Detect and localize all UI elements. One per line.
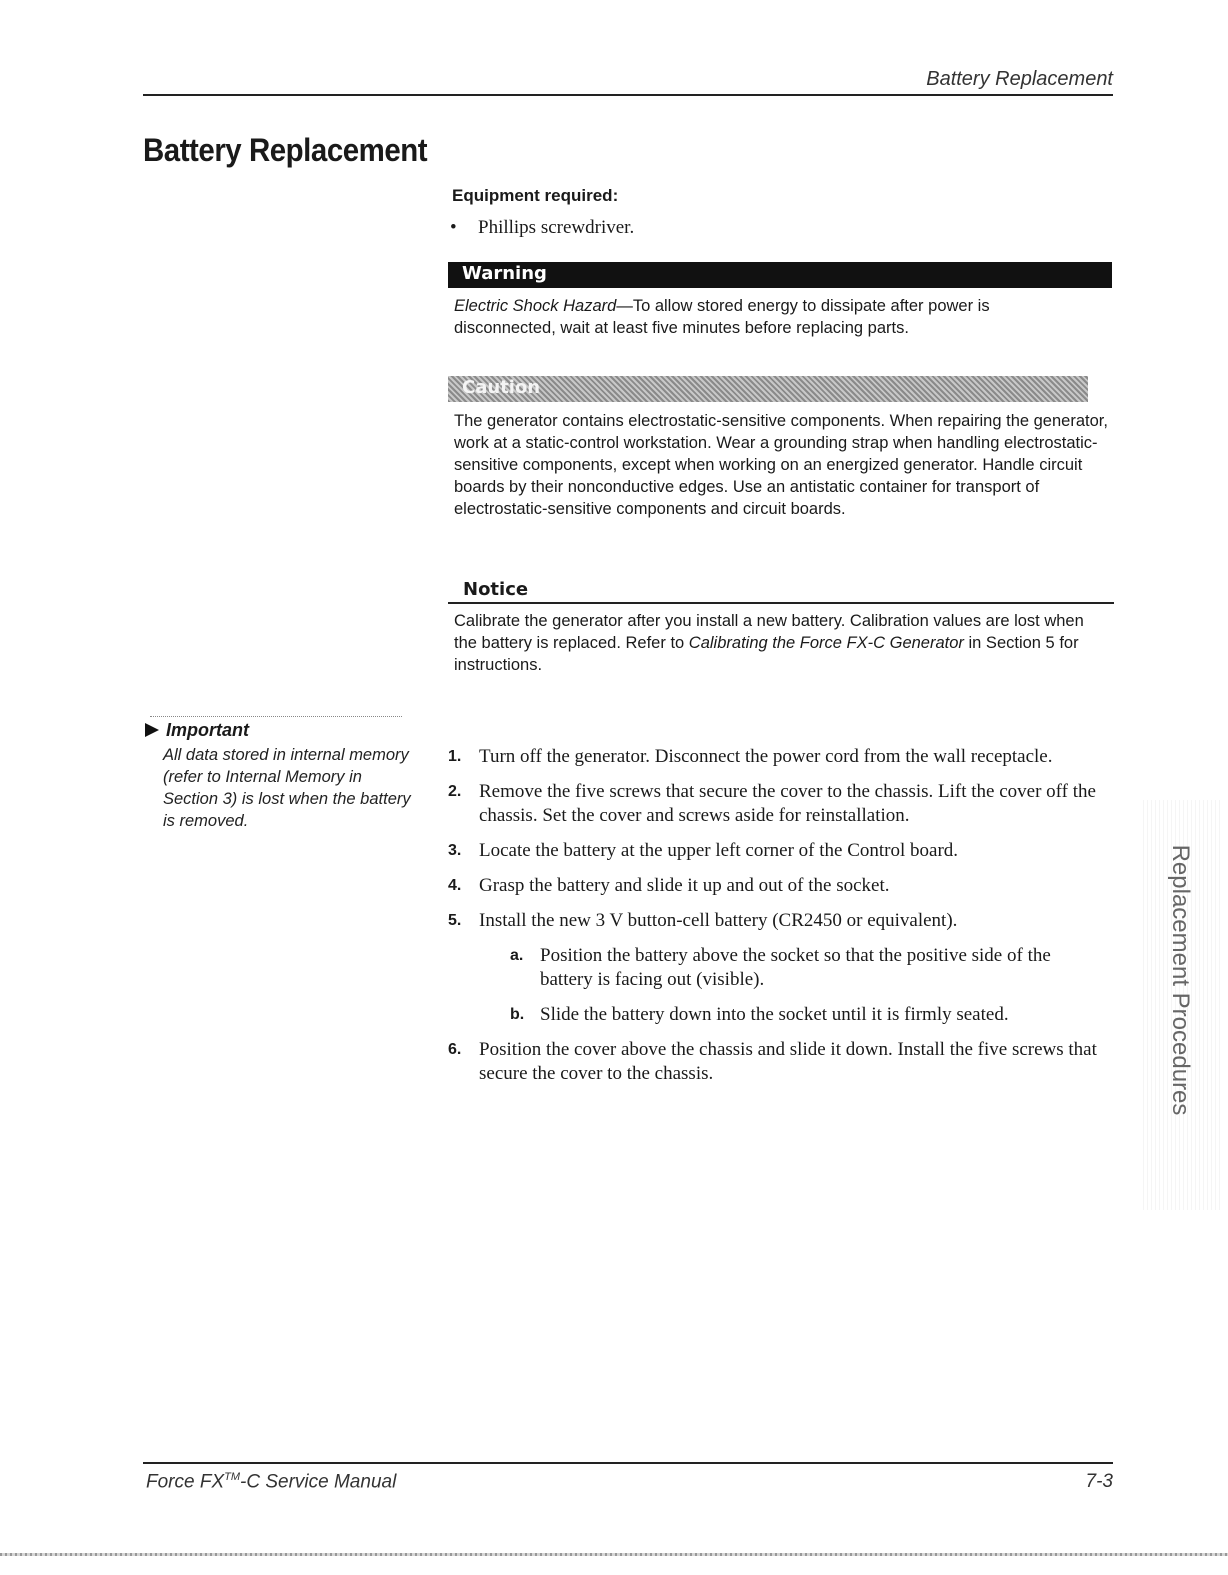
footer-page-number: 7-3 bbox=[1085, 1471, 1113, 1492]
step-text: Remove the five screws that secure the cover to the chassis. Lift the cover off the chassis. Set the cover and screws aside for reinstallation. bbox=[479, 781, 1096, 826]
procedure-steps bbox=[448, 745, 1108, 1097]
step-item bbox=[448, 1038, 1108, 1086]
substep-text: Slide the battery down into the socket until it is firmly seated. bbox=[540, 1004, 1009, 1025]
step-item bbox=[448, 909, 1108, 1027]
important-text: All data stored in internal memory (refer to Internal Memory in Section 3) is lost when the battery is removed. bbox=[163, 746, 411, 830]
warning-label: Warning bbox=[462, 263, 547, 284]
step-text: Grasp the battery and slide it up and out of the socket. bbox=[479, 875, 890, 896]
footer-manual-title bbox=[146, 1471, 396, 1493]
step-number: 2. bbox=[448, 783, 462, 800]
substep-text: Position the battery above the socket so that the positive side of the battery is facing out (visible). bbox=[540, 945, 1051, 990]
footer-rule bbox=[143, 1462, 1113, 1464]
step-text: Turn off the generator. Disconnect the power cord from the wall receptacle. bbox=[479, 746, 1053, 767]
step-number: 6. bbox=[448, 1041, 462, 1058]
caution-label: Caution bbox=[462, 377, 541, 398]
substep-letter: b. bbox=[510, 1006, 525, 1023]
step-item bbox=[448, 874, 1108, 898]
notice-text-part: in Section 5 for instructions. bbox=[454, 634, 1079, 674]
notice-text bbox=[454, 610, 1109, 676]
caution-bar bbox=[448, 376, 1088, 402]
scan-edge-artifact bbox=[0, 1553, 1228, 1556]
step-text: Position the cover above the chassis and slide it down. Install the five screws that secure the cover to the chassis. bbox=[479, 1039, 1097, 1084]
running-header-title: Battery Replacement bbox=[926, 68, 1113, 90]
bullet-icon: • bbox=[450, 217, 457, 238]
equipment-item-text: Phillips screwdriver. bbox=[478, 217, 635, 238]
substep-item bbox=[510, 1003, 1108, 1027]
warning-bar bbox=[448, 262, 1112, 288]
step-number: 4. bbox=[448, 877, 462, 894]
important-label: Important bbox=[166, 720, 249, 740]
triangle-right-icon bbox=[145, 722, 161, 738]
section-side-tab-label: Replacement Procedures bbox=[1167, 844, 1194, 1116]
warning-hazard-name: Electric Shock Hazard bbox=[454, 297, 617, 315]
step-number: 5. bbox=[448, 912, 462, 929]
notice-label: Notice bbox=[463, 579, 529, 600]
step-item bbox=[448, 745, 1108, 769]
important-rule bbox=[150, 716, 402, 717]
footer-manual-suffix: -C Service Manual bbox=[240, 1471, 397, 1493]
warning-body: —To allow stored energy to dissipate after power is disconnected, wait at least five minutes before replacing parts. bbox=[454, 297, 990, 337]
notice-rule bbox=[448, 602, 1114, 604]
step-text: Locate the battery at the upper left corner of the Control board. bbox=[479, 840, 959, 861]
equipment-heading: Equipment required: bbox=[452, 186, 619, 205]
warning-text bbox=[454, 295, 1094, 339]
equipment-item bbox=[450, 217, 634, 239]
substep-item bbox=[510, 944, 1108, 992]
notice-text-part: Calibrate the generator after you install a new battery. Calibration values are lost when the battery is replaced. Refer to bbox=[454, 612, 1084, 652]
trademark-mark: TM bbox=[224, 1471, 241, 1483]
page-title: Battery Replacement bbox=[143, 132, 428, 168]
notice-reference: Calibrating the Force FX-C Generator bbox=[688, 634, 964, 652]
substeps bbox=[510, 944, 1108, 1027]
step-number: 1. bbox=[448, 748, 462, 765]
substep-letter: a. bbox=[510, 947, 524, 964]
step-number: 3. bbox=[448, 842, 462, 859]
step-item bbox=[448, 839, 1108, 863]
step-text: Install the new 3 V button-cell battery (CR2450 or equivalent). bbox=[479, 910, 958, 931]
step-item bbox=[448, 780, 1108, 828]
header-rule bbox=[143, 94, 1113, 96]
footer-manual-prefix: Force FX bbox=[146, 1471, 225, 1493]
caution-text: The generator contains electrostatic-sensitive components. When repairing the generator, work at a static-control workstation. Wear a grounding strap when handling electrostatic-sensitive components, except when working on an energized generator. Handle circuit boards by their nonconductive edges. Use an antistatic container for transport of electrostatic-sensitive components and circuit boards. bbox=[454, 412, 1108, 518]
